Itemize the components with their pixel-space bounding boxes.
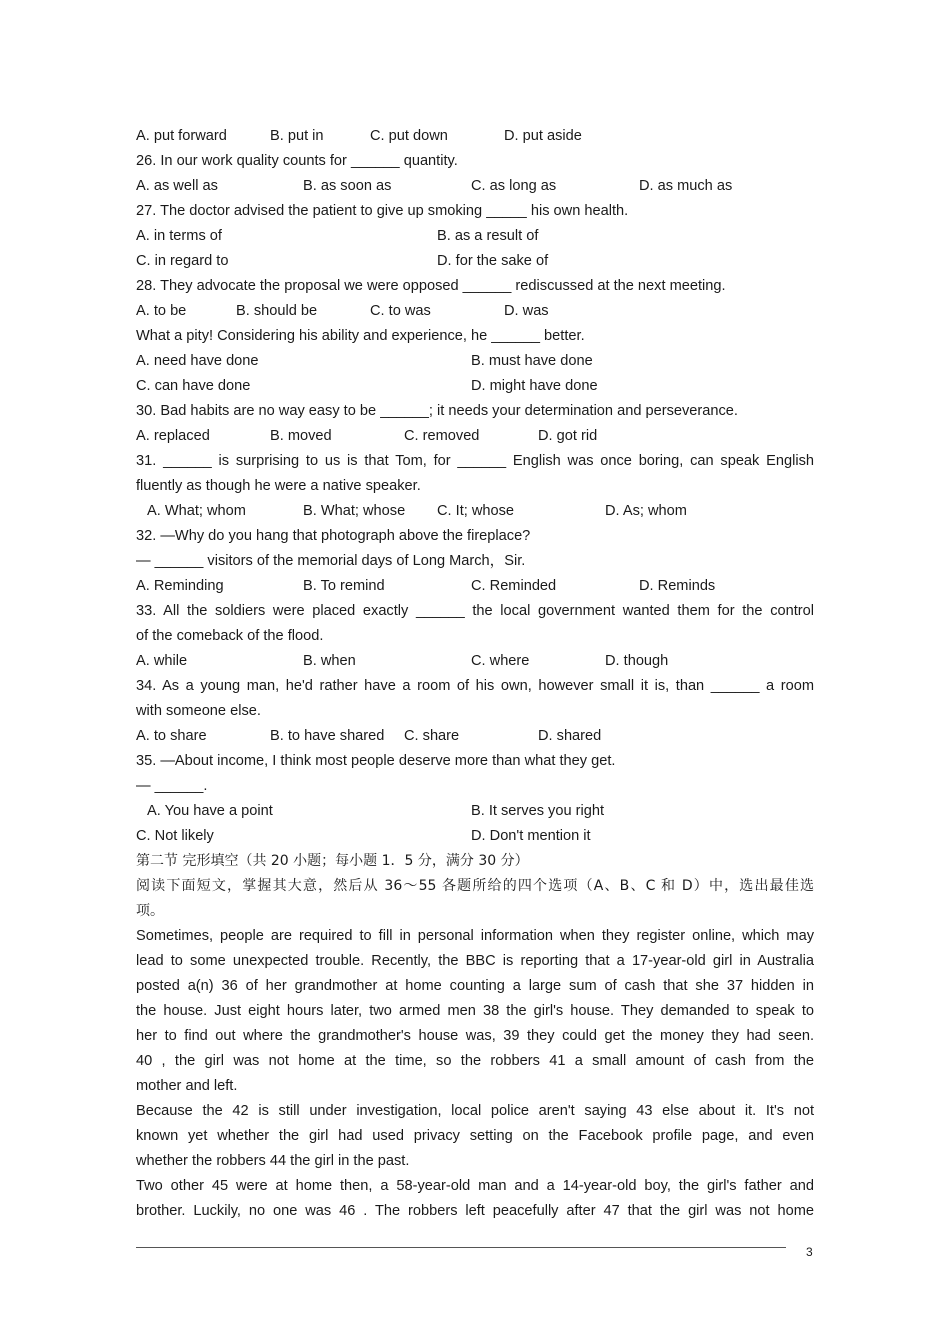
answer-option: D. put aside [504,128,582,144]
section-instruction: 阅读下面短文，掌握其大意，然后从 36～55 各题所给的四个选项（A、B、C 和 D）中，选出最佳选 [136,878,814,894]
answer-options-row [136,499,814,524]
answer-option: A. You have a point [147,803,273,819]
text-line: 28. They advocate the proposal we were opposed ______ rediscussed at the next meeting. [136,278,726,294]
answer-option: A. in terms of [136,228,222,244]
text-line: 30. Bad habits are no way easy to be ______; it needs your determination and perseverance. [136,403,738,419]
text-line: whether the robbers 44 the girl in the past. [136,1153,410,1169]
text-line: 34. As a young man, he'd rather have a room of his own, however small it is, than ______ a room [136,678,814,694]
answer-options-row [136,424,814,449]
text-line: of the comeback of the flood. [136,628,324,644]
section-instruction: 第二节 完形填空（共 20 小题；每小题 1．5 分，满分 30 分） [136,853,529,869]
text-line: mother and left. [136,1078,238,1094]
answer-options-row [136,649,814,674]
text-line: 33. All the soldiers were placed exactly ______ the local government wanted them for the control [136,603,814,619]
answer-options-row [136,349,814,374]
answer-option: C. share [404,728,460,744]
answer-option: A. put forward [136,128,227,144]
text-line: with someone else. [136,703,261,719]
answer-option: D. might have done [471,378,598,394]
answer-option: C. as long as [471,178,557,194]
text-line: 40 , the girl was not home at the time, so the robbers 41 a small amount of cash from the [136,1053,814,1069]
text-line: — ______ visitors of the memorial days of Long March，Sir. [136,553,526,569]
text-line: What a pity! Considering his ability and experience, he ______ better. [136,328,585,344]
answer-option: A. Reminding [136,578,224,594]
answer-option: C. in regard to [136,253,229,269]
text-line: 32. —Why do you hang that photograph above the fireplace? [136,528,531,544]
section-instruction: 项。 [136,903,164,919]
page-number: 3 [806,1245,813,1259]
answer-option: D. As; whom [605,503,687,519]
answer-options-row [136,824,814,849]
answer-options-row [136,374,814,399]
answer-options-row [136,299,814,324]
answer-option: A. replaced [136,428,210,444]
text-line: known yet whether the girl had used privacy setting on the Facebook profile page, and even [136,1128,814,1144]
answer-options-row [136,249,814,274]
answer-options-row [136,724,814,749]
answer-options-row [136,799,814,824]
answer-option: B. What; whose [303,503,406,519]
answer-option: B. put in [270,128,324,144]
answer-option: D. Reminds [639,578,716,594]
text-line: 35. —About income, I think most people deserve more than what they get. [136,753,616,769]
text-line: fluently as though he were a native speaker. [136,478,421,494]
answer-options-row [136,174,814,199]
answer-option: B. must have done [471,353,593,369]
text-line: Because the 42 is still under investigation, local police aren't saying 43 else about it. It's not [136,1103,814,1119]
answer-options-row [136,224,814,249]
answer-options-row [136,574,814,599]
answer-option: C. Reminded [471,578,557,594]
answer-option: B. to have shared [270,728,385,744]
text-line: 31. ______ is surprising to us is that Tom, for ______ English was once boring, can speak English [136,453,814,469]
answer-option: D. shared [538,728,602,744]
answer-option: A. to share [136,728,207,744]
text-line: brother. Luckily, no one was 46 . The robbers left peacefully after 47 that the girl was not home [136,1203,814,1219]
answer-option: C. where [471,653,530,669]
answer-option: B. as a result of [437,228,539,244]
answer-options-row [136,124,814,149]
answer-option: A. while [136,653,188,669]
answer-option: D. got rid [538,428,598,444]
answer-option: D. for the sake of [437,253,549,269]
text-line: Two other 45 were at home then, a 58-year-old man and a 14-year-old boy, the girl's father and [136,1178,814,1194]
text-line: 27. The doctor advised the patient to give up smoking _____ his own health. [136,203,629,219]
text-line: Sometimes, people are required to fill in personal information when they register online, which may [136,928,814,944]
answer-option: B. To remind [303,578,385,594]
answer-option: D. though [605,653,669,669]
answer-option: C. put down [370,128,448,144]
answer-option: B. moved [270,428,332,444]
answer-option: A. need have done [136,353,259,369]
answer-option: A. as well as [136,178,218,194]
answer-option: B. when [303,653,356,669]
answer-option: A. to be [136,303,187,319]
text-line: — ______. [136,778,208,794]
answer-option: D. Don't mention it [471,828,591,844]
answer-option: B. as soon as [303,178,392,194]
answer-option: B. should be [236,303,318,319]
answer-option: C. removed [404,428,480,444]
text-line: 26. In our work quality counts for ______ quantity. [136,153,458,169]
answer-option: B. It serves you right [471,803,605,819]
text-line: the house. Just eight hours later, two armed men 38 the girl's house. They demanded to speak to [136,1003,814,1019]
text-line: posted a(n) 36 of her grandmother at home counting a large sum of cash that she 37 hidden in [136,978,814,994]
text-line: her to find out where the grandmother's house was, 39 they could get the money they had seen. [136,1028,814,1044]
footer-divider [136,1247,786,1248]
answer-option: C. can have done [136,378,251,394]
answer-option: C. Not likely [136,828,214,844]
document-body [136,124,814,1224]
answer-option: C. It; whose [437,503,515,519]
answer-option: D. was [504,303,549,319]
answer-option: D. as much as [639,178,733,194]
text-line: lead to some unexpected trouble. Recently, the BBC is reporting that a 17-year-old girl in Australia [136,953,814,969]
answer-option: C. to was [370,303,431,319]
answer-option: A. What; whom [147,503,246,519]
